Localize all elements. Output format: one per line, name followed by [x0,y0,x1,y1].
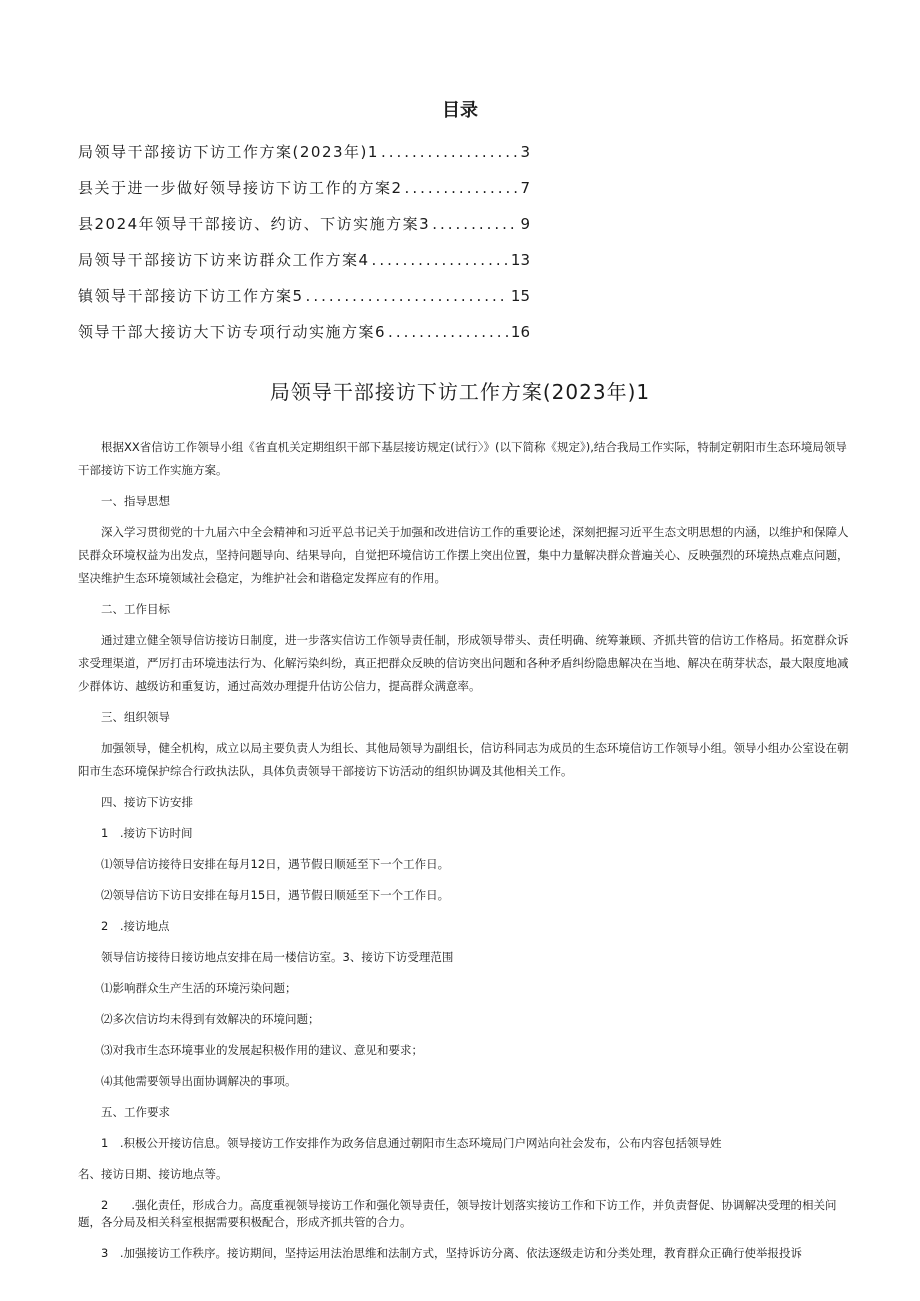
paragraph: 2 .强化责任，形成合力。高度重视领导接访工作和强化领导责任，领导按计划落实接访工作和下访工作，并负责督促、协调解决受理的相关问题，各分局及相关科室根据需要积极配合，形成齐抓共管的合力。 [78,1198,837,1229]
toc-item[interactable] [78,321,530,357]
toc-leader-dots [381,143,519,161]
section-heading: 三、组织领导 [101,710,170,724]
toc-item-page: 15 [510,287,530,305]
toc-leader-dots [388,323,509,341]
list-item: ⑵领导信访下访日安排在每月15日，遇节假日顺延至下一个工作日。 [101,888,450,902]
toc-item-text: 县关于进一步做好领导接访下访工作的方案2 [78,179,403,197]
list-item: ⑶对我市生态环境事业的发展起积极作用的建议、意见和要求； [101,1043,423,1057]
document-title: 局领导干部接访下访工作方案(2023年)1 [269,380,651,404]
paragraph: 通过建立健全领导信访接访日制度，进一步落实信访工作领导责任制，形成领导带头、责任明确、统筹兼顾、齐抓共管的信访工作格局。拓宽群众诉求受理渠道，严厉打击环境违法行为、化解污染纠纷，真正把群众反映的信访突出问题和各种矛盾纠纷隐患解决在当地、解决在萌芽状态，最大限度地减少群体访、越级访和重复访，通过高效办理提升估访公信力，提高群众满意率。 [78,633,849,693]
paragraph: 1 .积极公开接访信息。领导接访工作安排作为政务信息通过朝阳市生态环境局门户网站向社会发布，公布内容包括领导姓 [101,1136,722,1150]
toc-item[interactable] [78,249,530,285]
section-heading: 五、工作要求 [101,1105,170,1119]
toc-item-page: 16 [510,323,530,341]
document-body [78,436,853,1265]
toc-item-text: 局领导干部接访下访来访群众工作方案4 [78,251,370,269]
section-heading: 一、指导思想 [101,494,170,508]
toc-leader-dots [432,215,518,233]
toc-item-text: 局领导干部接访下访工作方案(2023年)1 [78,143,379,161]
subsection-heading: 1 .接访下访时间 [101,826,193,840]
paragraph: 领导信访接待日接访地点安排在局一楼信访室。3、接访下访受理范围 [101,950,454,964]
paragraph-continuation: 名、接访日期、接访地点等。 [78,1167,228,1181]
list-item: ⑴领导信访接待日安排在每月12日，遇节假日顺延至下一个工作日。 [101,857,450,871]
toc-item[interactable] [78,213,530,249]
toc-item-page: 9 [520,215,530,233]
toc-item-text: 县2024年领导干部接访、约访、下访实施方案3 [78,215,431,233]
list-item: ⑵多次信访均未得到有效解决的环境问题； [101,1012,320,1026]
section-heading: 二、工作目标 [101,602,170,616]
toc-item[interactable] [78,285,530,321]
toc-leader-dots [306,287,509,305]
toc-leader-dots [372,251,509,269]
section-heading: 四、接访下访安排 [101,795,193,809]
toc-list [78,141,530,357]
subsection-heading: 2 .接访地点 [101,919,170,933]
paragraph-intro: 根据XX省信访工作领导小组《省直机关定期组织干部下基层接访规定(试行〉》(以下简称《规定》),结合我局工作实际，特制定朝阳市生态环境局领导干部接访下访工作实施方案。 [78,440,847,477]
paragraph: 深入学习贯彻党的十九届六中全会精神和习近平总书记关于加强和改进信访工作的重要论述，深刻把握习近平生态文明思想的内涵，以维护和保障人民群众环境权益为出发点，坚持问题导向、结果导向，自觉把环境信访工作摆上突出位置，集中力量解决群众普遍关心、反映强烈的环境热点难点问题，坚决维护生态环境领域社会稳定，为维护社会和谐稳定发挥应有的作用。 [78,525,849,585]
list-item: ⑷其他需要领导出面协调解决的事项。 [101,1074,297,1088]
toc-leader-dots [405,179,519,197]
toc-item[interactable] [78,177,530,213]
toc-item-page: 13 [510,251,530,269]
toc-item-page: 7 [520,179,530,197]
toc-item-page: 3 [520,143,530,161]
paragraph: 加强领导，健全机构，成立以局主要负责人为组长、其他局领导为副组长，信访科同志为成员的生态环境信访工作领导小组。领导小组办公室设在朝阳市生态环境保护综合行政执法队，具体负责领导干部接访下访活动的组织协调及其他相关工作。 [78,741,849,778]
paragraph: 3 .加强接访工作秩序。接访期间，坚持运用法治思维和法制方式，坚持诉访分离、依法逐级走访和分类处理，教育群众正确行使举报投诉 [101,1246,802,1260]
toc-item[interactable] [78,141,530,177]
toc-item-text: 领导干部大接访大下访专项行动实施方案6 [78,323,387,341]
toc-title: 目录 [442,100,478,121]
toc-item-text: 镇领导干部接访下访工作方案5 [78,287,304,305]
list-item: ⑴影响群众生产生活的环境污染问题； [101,981,297,995]
